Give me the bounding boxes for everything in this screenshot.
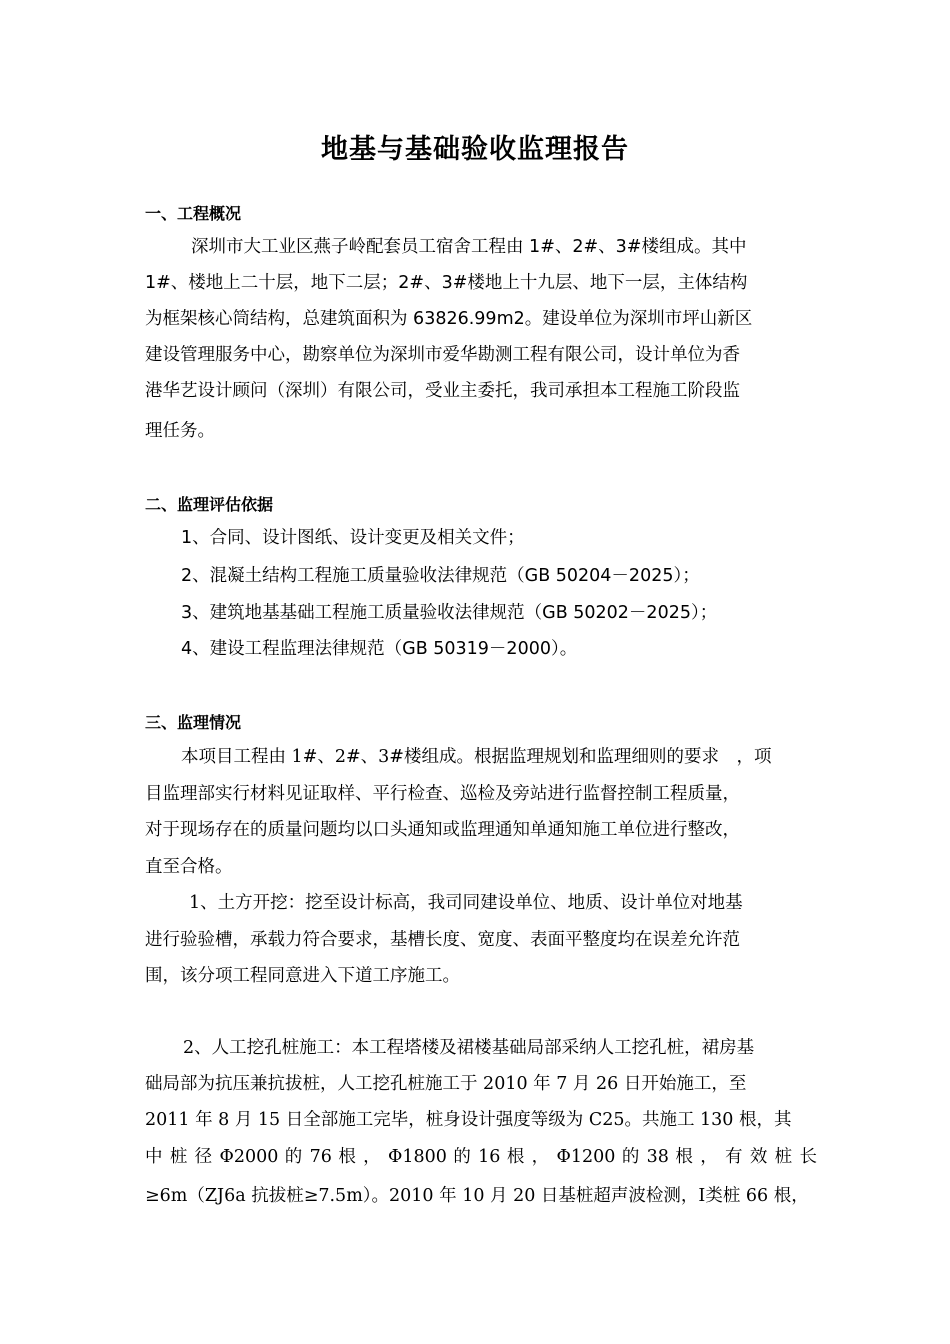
paragraph-line: 深圳市大工业区燕子岭配套员工宿舍工程由 1#、2#、3#楼组成。其中 [191, 237, 747, 257]
list-item: 2、混凝土结构工程施工质量验收法律规范（GB 50204－2025）； [181, 566, 700, 586]
paragraph-line: 进行验验槽，承载力符合要求，基槽长度、宽度、表面平整度均在误差允许范 [145, 930, 740, 950]
section-heading-basis: 二、监理评估依据 [145, 495, 274, 514]
list-item: 4、建设工程监理法律规范（GB 50319－2000）。 [181, 639, 578, 659]
paragraph-line: 2011 年 8 月 15 日全部施工完毕，桩身设计强度等级为 C25。共施工 130 根，其 [145, 1110, 792, 1130]
paragraph-line: 建设管理服务中心，勘察单位为深圳市爱华勘测工程有限公司，设计单位为香 [145, 345, 740, 365]
section-heading-supervision: 三、监理情况 [145, 713, 242, 732]
paragraph-line: 2、人工挖孔桩施工：本工程塔楼及裙楼基础局部采纳人工挖孔桩，裙房基 [183, 1038, 755, 1058]
list-item: 3、建筑地基基础工程施工质量验收法律规范（GB 50202－2025）； [181, 603, 718, 623]
paragraph-line: 础局部为抗压兼抗拔桩，人工挖孔桩施工于 2010 年 7 月 26 日开始施工，至 [145, 1074, 747, 1094]
list-item: 1、合同、设计图纸、设计变更及相关文件； [181, 528, 525, 548]
paragraph-line: 本项目工程由 1#、2#、3#楼组成。根据监理规划和监理细则的要求 ，项 [181, 747, 772, 767]
paragraph-line: 中 桩 径 Φ2000 的 76 根 ， Φ1800 的 16 根 ， Φ1200 的 38 根 ， 有 效 桩 长 [145, 1147, 817, 1167]
paragraph-line: 为框架核心筒结构，总建筑面积为 63826.99m2。建设单位为深圳市坪山新区 [145, 309, 753, 329]
paragraph-line: 目监理部实行材料见证取样、平行检查、巡检及旁站进行监督控制工程质量， [145, 784, 740, 804]
section-heading-overview: 一、工程概况 [145, 204, 242, 223]
paragraph-line: ≥6m（ZJ6a 抗拔桩≥7.5m）。2010 年 10 月 20 日基桩超声波检测，Ⅰ类桩 66 根， [145, 1186, 809, 1206]
paragraph-line: 1、土方开挖：挖至设计标高，我司同建设单位、地质、设计单位对地基 [189, 893, 743, 913]
document-title: 地基与基础验收监理报告 [321, 134, 629, 165]
paragraph-line: 港华艺设计顾问（深圳）有限公司，受业主委托，我司承担本工程施工阶段监 [145, 381, 740, 401]
paragraph-line: 直至合格。 [145, 857, 233, 877]
paragraph-line: 1#、楼地上二十层，地下二层；2#、3#楼地上十九层、地下一层，主体结构 [145, 273, 748, 293]
paragraph-line: 对于现场存在的质量问题均以口头通知或监理通知单通知施工单位进行整改， [145, 820, 740, 840]
paragraph-line: 理任务。 [145, 421, 215, 441]
paragraph-line: 围，该分项工程同意进入下道工序施工。 [145, 966, 460, 986]
